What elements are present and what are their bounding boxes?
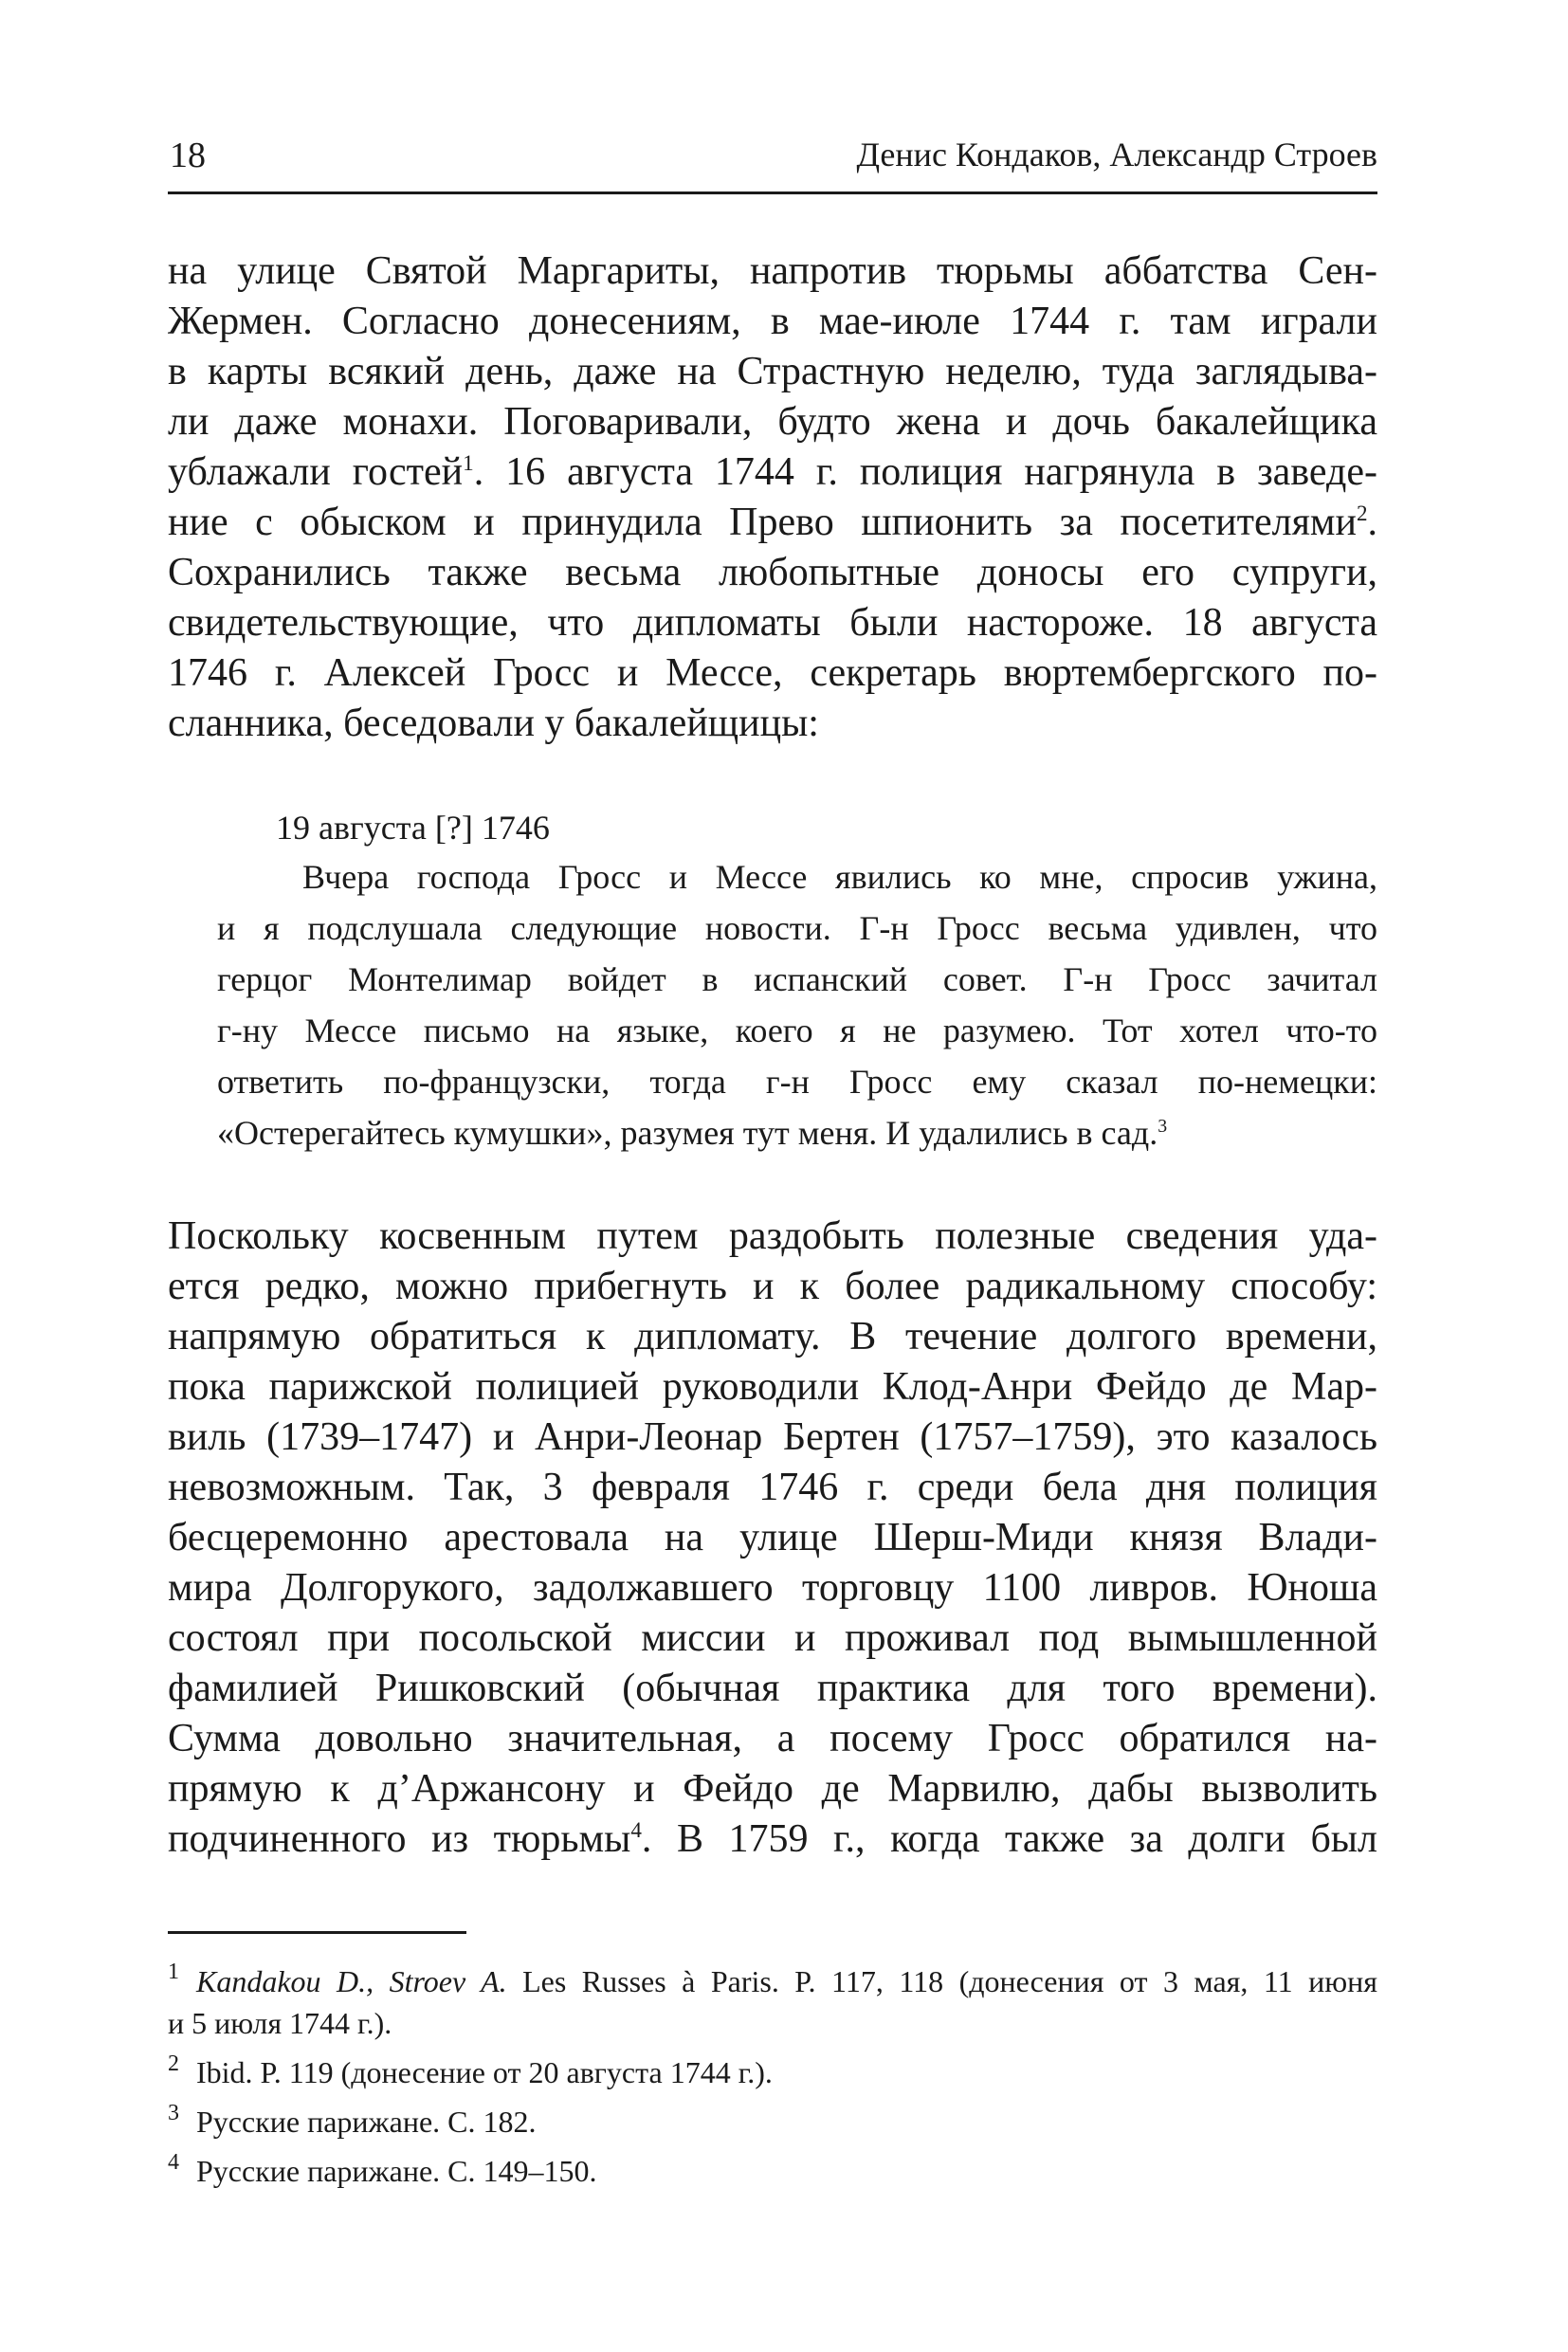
text-line: в карты всякий день, даже на Страстную неделю, туда заглядыва- xyxy=(168,350,1377,393)
footnote-ref[interactable]: 4 xyxy=(630,1817,642,1842)
quote-line: герцог Монтелимар войдет в испанский совет. Г-н Гросс зачитал xyxy=(217,960,1377,998)
text-line: ется редко, можно прибегнуть и к более радикальному способу: xyxy=(168,1265,1377,1308)
footnote-number: 1 xyxy=(168,1960,179,1984)
text-fragment: . В 1759 г., когда также за долги был xyxy=(641,1817,1377,1861)
text-line: Сохранились также весьма любопытные доносы его супруги, xyxy=(168,551,1377,594)
text-line xyxy=(168,500,1377,545)
footnote-number: 3 xyxy=(168,2101,179,2125)
footnote-line: Ibid. P. 119 (донесение от 20 августа 1744 г.). xyxy=(196,2055,773,2089)
text-line: невозможным. Так, 3 февраля 1746 г. среди бела дня полиция xyxy=(168,1466,1377,1509)
text-line: на улице Святой Маргариты, напротив тюрьмы аббатства Сен- xyxy=(168,249,1377,293)
text-line: Поскольку косвенным путем раздобыть полезные сведения уда- xyxy=(168,1214,1377,1258)
footnote-line: и 5 июля 1744 г.). xyxy=(168,2006,392,2040)
text-fragment: подчиненного из тюрьмы xyxy=(168,1817,631,1861)
quote-line: и я подслушала следующие новости. Г-н Гросс весьма удивлен, что xyxy=(217,909,1377,947)
footnote-line xyxy=(196,1964,1377,1999)
quote-line xyxy=(217,1113,1167,1153)
text-fragment: . xyxy=(1367,501,1377,544)
text-line: ли даже монахи. Поговаривали, будто жена и дочь бакалейщика xyxy=(168,400,1377,444)
footnote-ref[interactable]: 2 xyxy=(1356,501,1368,525)
quote-line: г-ну Мессе письмо на языке, коего я не разумею. Тот хотел что-то xyxy=(217,1012,1377,1049)
text-fragment: ние с обыском и принудила Прево шпионить за посетителями xyxy=(168,501,1357,544)
quote-line: Вчера господа Гросс и Мессе явились ко мне, спросив ужина, xyxy=(302,858,1377,896)
footnote-ref[interactable]: 1 xyxy=(463,450,474,475)
running-head: Денис Кондаков, Александр Строев xyxy=(856,136,1377,173)
footnote-authors: Kandakou D., Stroev A. xyxy=(196,1964,507,1998)
text-line xyxy=(168,1816,1377,1862)
quote-date: 19 августа [?] 1746 xyxy=(276,809,550,847)
quote-line: ответить по-французски, тогда г-н Гросс ему сказал по-немецки: xyxy=(217,1063,1377,1101)
text-fragment: . 16 августа 1744 г. полиция нагрянула в заведе- xyxy=(473,450,1377,494)
text-line: мира Долгорукого, задолжавшего торговцу 1100 ливров. Юноша xyxy=(168,1566,1377,1610)
text-line: сланника, беседовали у бакалейщицы: xyxy=(168,702,819,745)
text-line: 1746 г. Алексей Гросс и Мессе, секретарь вюртембергского по- xyxy=(168,651,1377,695)
footnote-number: 2 xyxy=(168,2051,179,2076)
text-line xyxy=(168,449,1377,495)
text-line: Сумма довольно значительная, а посему Гросс обратился на- xyxy=(168,1717,1377,1760)
text-line: бесцеремонно арестовала на улице Шерш-Миди князя Влади- xyxy=(168,1516,1377,1559)
footnote-line: Русские парижане. С. 149–150. xyxy=(196,2154,597,2188)
text-line: фамилией Ришковский (обычная практика для того времени). xyxy=(168,1667,1377,1710)
page-header xyxy=(168,135,1377,194)
text-fragment: «Остерегайтесь кумушки», разумея тут меня. И удалились в сад. xyxy=(217,1114,1158,1152)
footnote-number: 4 xyxy=(168,2150,179,2175)
footnote-line: Русские парижане. С. 182. xyxy=(196,2105,537,2139)
page-number: 18 xyxy=(170,136,206,175)
text-line: напрямую обратиться к дипломату. В течение долгого времени, xyxy=(168,1315,1377,1358)
footnote-text: Les Russes à Paris. P. 117, 118 (донесения от 3 мая, 11 июня xyxy=(506,1964,1378,1998)
footnote-ref[interactable]: 3 xyxy=(1158,1116,1168,1137)
text-line: свидетельствующие, что дипломаты были настороже. 18 августа xyxy=(168,601,1377,645)
text-line: состоял при посольской миссии и проживал под вымышленной xyxy=(168,1616,1377,1660)
text-line: Жермен. Согласно донесениям, в мае-июле 1744 г. там играли xyxy=(168,300,1377,343)
text-line: виль (1739–1747) и Анри-Леонар Бертен (1757–1759), это казалось xyxy=(168,1415,1377,1459)
text-line: прямую к д’Аржансону и Фейдо де Марвилю, дабы вызволить xyxy=(168,1767,1377,1811)
footnote-rule xyxy=(168,1931,466,1934)
text-line: пока парижской полицией руководили Клод-Анри Фейдо де Мар- xyxy=(168,1365,1377,1409)
text-fragment: ублажали гостей xyxy=(168,450,464,494)
